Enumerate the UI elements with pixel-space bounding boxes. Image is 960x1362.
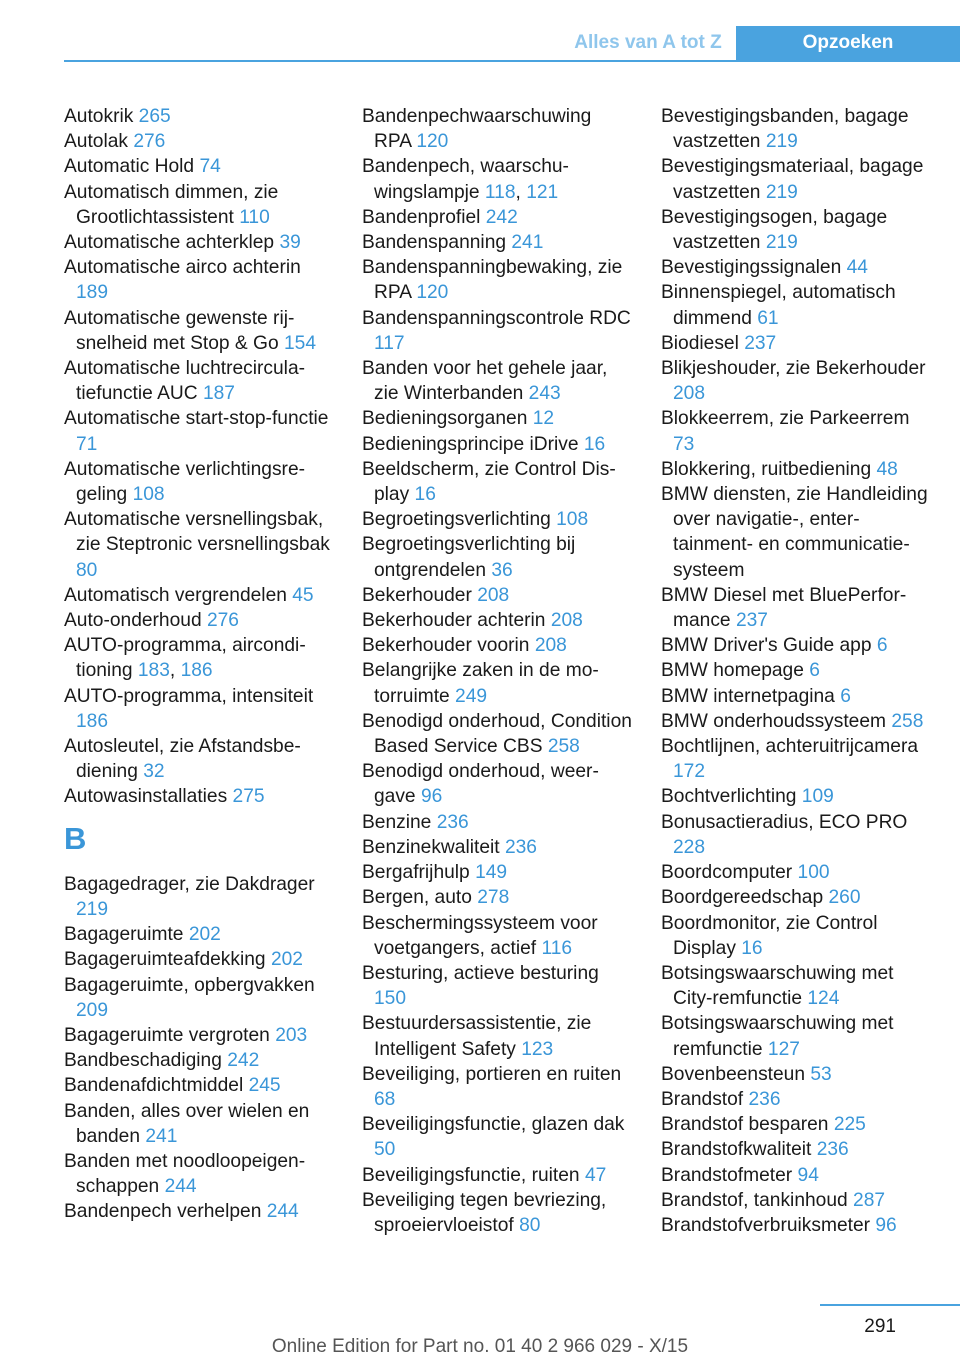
page-link[interactable]: 237 xyxy=(735,610,768,632)
page-link[interactable]: 73 xyxy=(673,433,695,455)
index-term: Bandenprofiel xyxy=(362,206,481,228)
index-term: Bonusactieradius, ECO PRO xyxy=(661,811,908,833)
index-term: Benodigd onderhoud, Condition Based Service CBS xyxy=(362,710,632,758)
index-term: BMW Driver's Guide app xyxy=(661,635,872,657)
index-term: Belangrijke zaken in de motorruimte xyxy=(362,660,599,707)
page-link[interactable]: 236 xyxy=(436,811,469,833)
page-link[interactable]: 189 xyxy=(76,282,109,304)
index-term: Bagageruimte, opbergvakken xyxy=(64,974,315,996)
index-term: Bandenpechwaarschuwing RPA xyxy=(362,106,592,153)
index-entry xyxy=(64,255,334,305)
index-entry xyxy=(661,684,931,709)
index-entry xyxy=(661,356,931,406)
index-term: Brandstof besparen xyxy=(661,1114,829,1136)
page-link[interactable]: 287 xyxy=(853,1189,886,1211)
index-entry xyxy=(64,1073,334,1098)
index-term: Beveiligingsfunctie, ruiten xyxy=(362,1164,580,1186)
index-entry xyxy=(64,180,334,230)
index-entry xyxy=(362,1163,632,1188)
index-term: Automatische start-stop-functie xyxy=(64,408,329,430)
index-term: Autolak xyxy=(64,131,128,153)
index-term: Auto-onderhoud xyxy=(64,610,202,632)
index-entry xyxy=(362,255,632,305)
page-link[interactable]: 124 xyxy=(807,988,840,1010)
index-entry: AUTO-programma, airconditioning 183, 186 xyxy=(64,635,306,682)
index-term: Boordcomputer xyxy=(661,862,793,884)
index-entry xyxy=(661,1062,931,1087)
index-term: Bergafrijhulp xyxy=(362,862,470,884)
page-link[interactable]: 108 xyxy=(556,509,589,531)
page-link[interactable]: 80 xyxy=(519,1214,541,1236)
index-entry xyxy=(64,922,334,947)
index-entry xyxy=(362,406,632,431)
index-term: Brandstof xyxy=(661,1088,744,1110)
page-link[interactable]: 241 xyxy=(511,232,544,254)
index-entry xyxy=(64,684,334,734)
page-link[interactable]: 45 xyxy=(292,584,314,606)
tab-opzoeken[interactable]: Opzoeken xyxy=(736,26,960,60)
index-term: Bevestigingsbanden, bagage vastzetten xyxy=(661,106,909,153)
page-link[interactable]: 276 xyxy=(133,131,166,153)
index-term: Automatische versnellingsbak, zie Steptronic versnellingsbak xyxy=(64,509,330,556)
page-link[interactable]: 53 xyxy=(810,1063,832,1085)
index-entry xyxy=(661,104,931,154)
index-entry xyxy=(661,1112,931,1137)
page-link[interactable]: 208 xyxy=(477,584,510,606)
index-entry xyxy=(64,947,334,972)
page-link[interactable]: 36 xyxy=(491,559,513,581)
page-link[interactable]: 244 xyxy=(266,1201,299,1223)
page-link[interactable]: 6 xyxy=(876,635,888,657)
page-link[interactable]: 108 xyxy=(132,484,165,506)
index-term: BMW onderhoudssysteem xyxy=(661,710,887,732)
index-entry xyxy=(661,784,931,809)
index-entry xyxy=(362,961,632,1011)
index-entry xyxy=(661,658,931,683)
page-number: 291 xyxy=(864,1316,896,1337)
index-term: Besturing, actieve besturing xyxy=(362,962,599,984)
page-link[interactable]: 127 xyxy=(767,1038,800,1060)
page-link[interactable]: 16 xyxy=(741,937,763,959)
index-entry xyxy=(362,583,632,608)
page-link[interactable]: 183 xyxy=(137,660,170,682)
index-entry xyxy=(661,1188,931,1213)
index-entry xyxy=(362,885,632,910)
header-rule xyxy=(64,60,960,62)
index-term: Benzinekwaliteit xyxy=(362,836,500,858)
page-link[interactable]: 228 xyxy=(673,836,706,858)
page-link[interactable]: 71 xyxy=(76,433,98,455)
page-link[interactable]: 242 xyxy=(485,206,518,228)
index-term: Bandenafdichtmiddel xyxy=(64,1075,244,1097)
index-term: Bergen, auto xyxy=(362,887,472,909)
page-link[interactable]: 245 xyxy=(248,1075,281,1097)
index-entry xyxy=(64,306,334,356)
page-link[interactable]: 208 xyxy=(534,635,567,657)
page-link[interactable]: 39 xyxy=(279,232,301,254)
index-term: Bekerhouder voorin xyxy=(362,635,530,657)
page-link[interactable]: 219 xyxy=(765,131,798,153)
index-entry xyxy=(64,973,334,1023)
page-link[interactable]: 275 xyxy=(232,786,265,808)
page-link[interactable]: 278 xyxy=(477,887,510,909)
index-entry xyxy=(64,104,334,129)
index-entry xyxy=(362,810,632,835)
index-term: Banden met noodloopeigenschappen xyxy=(64,1150,306,1198)
page-link[interactable]: 154 xyxy=(284,332,317,354)
page-link[interactable]: 244 xyxy=(164,1176,197,1198)
index-term: Autowasinstallaties xyxy=(64,786,228,808)
index-entry xyxy=(362,104,632,154)
index-term: Biodiesel xyxy=(661,332,739,354)
index-term: Bedieningsorganen xyxy=(362,408,528,430)
page-link[interactable]: 120 xyxy=(416,131,449,153)
page-link[interactable]: 44 xyxy=(846,257,868,279)
page-link[interactable]: 225 xyxy=(833,1114,866,1136)
index-term: Bagageruimte xyxy=(64,924,184,946)
page-link[interactable]: 258 xyxy=(891,710,924,732)
index-term: Bestuurdersassistentie, zie Intelligent Safety xyxy=(362,1013,592,1060)
index-entry xyxy=(661,860,931,885)
index-entry xyxy=(661,205,931,255)
page-link[interactable]: 265 xyxy=(138,106,171,127)
index-entry xyxy=(362,1011,632,1061)
index-term: Bagageruimteafdekking xyxy=(64,949,266,971)
page-link[interactable]: 74 xyxy=(199,156,221,178)
index-column-1 xyxy=(64,104,334,1225)
page-link[interactable]: 61 xyxy=(757,307,779,329)
index-column-3 xyxy=(661,104,931,1238)
page-link[interactable]: 260 xyxy=(828,887,861,909)
index-entry xyxy=(64,1099,334,1149)
index-entry xyxy=(661,885,931,910)
index-term: Bagagedrager, zie Dakdrager xyxy=(64,873,315,895)
index-entry xyxy=(362,860,632,885)
page-link[interactable]: 236 xyxy=(748,1088,781,1110)
index-term: Bekerhouder achterin xyxy=(362,610,546,632)
index-term: Beveiligingsfunctie, glazen dak xyxy=(362,1114,625,1136)
page-link[interactable]: 6 xyxy=(809,660,820,682)
index-entry xyxy=(661,709,931,734)
index-term: Automatic Hold xyxy=(64,156,195,178)
index-term: Automatische verlichtingsregeling xyxy=(64,458,306,506)
index-term: Automatisch dimmen, zie Grootlichtassistent xyxy=(64,181,279,228)
page-link[interactable]: 96 xyxy=(875,1214,897,1236)
index-term: Banden, alles over wielen en banden xyxy=(64,1100,310,1147)
index-entry xyxy=(64,1048,334,1073)
edition-note: Online Edition for Part no. 01 40 2 966 029 - X/15 xyxy=(271,1336,689,1357)
index-entry xyxy=(362,507,632,532)
index-entry xyxy=(362,532,632,582)
index-entry xyxy=(362,356,632,406)
index-term: BMW Diesel met BluePerformance xyxy=(661,584,907,632)
index-term: Bevestigingsmateriaal, bagage vastzetten xyxy=(661,156,924,203)
index-entry xyxy=(362,205,632,230)
index-term: AUTO-programma, airconditioning xyxy=(64,635,306,682)
index-term: Blokkeerrem, zie Parkeerrem xyxy=(661,408,910,430)
index-entry xyxy=(64,507,334,583)
index-term: BMW diensten, zie Handleiding over navigatie-, entertainment- en communicatiesysteem xyxy=(661,484,928,581)
page-link[interactable]: 123 xyxy=(521,1038,554,1060)
page-link[interactable]: 203 xyxy=(275,1024,308,1046)
index-entry xyxy=(64,356,334,406)
index-entry xyxy=(661,1087,931,1112)
page-link[interactable]: 237 xyxy=(744,332,777,354)
index-entry xyxy=(661,255,931,280)
index-entry: Bandenpech, waarschuwingslampje 118, 121 xyxy=(362,156,569,203)
index-entry xyxy=(661,1011,931,1061)
index-entry xyxy=(661,457,931,482)
page-link[interactable]: 118 xyxy=(484,181,516,203)
index-term: BMW homepage xyxy=(661,660,804,682)
page-link[interactable]: 208 xyxy=(550,610,583,632)
index-term: Bekerhouder xyxy=(362,584,472,606)
page-link[interactable]: 202 xyxy=(270,949,303,971)
index-term: Automatisch vergrendelen xyxy=(64,584,287,606)
index-entry xyxy=(64,734,334,784)
page-link[interactable]: 236 xyxy=(816,1139,849,1161)
page-link[interactable]: 120 xyxy=(416,282,449,304)
page-link[interactable]: 50 xyxy=(374,1139,396,1161)
page-link[interactable]: 186 xyxy=(180,660,213,682)
index-entry xyxy=(64,872,334,922)
page-link[interactable]: 187 xyxy=(202,383,235,405)
page-link[interactable]: 47 xyxy=(584,1164,607,1186)
index-entry xyxy=(362,911,632,961)
index-term: Beveiliging tegen bevriezing, sproeiervloeistof xyxy=(362,1189,607,1236)
index-entry xyxy=(64,608,334,633)
page-link[interactable]: 150 xyxy=(374,988,407,1010)
page-link[interactable]: 219 xyxy=(765,232,798,254)
index-entry xyxy=(661,1163,931,1188)
index-entry xyxy=(362,658,632,708)
index-term: Botsingswaarschuwing met remfunctie xyxy=(661,1013,894,1060)
index-term: Botsingswaarschuwing met City-remfunctie xyxy=(661,962,894,1010)
page-link[interactable]: 242 xyxy=(227,1050,260,1072)
index-entry xyxy=(362,633,632,658)
breadcrumb-section[interactable]: Alles van A tot Z xyxy=(574,32,722,53)
footer-rule xyxy=(820,1304,960,1306)
page-link[interactable]: 48 xyxy=(876,458,898,480)
page-link[interactable]: 110 xyxy=(239,206,270,228)
page-link[interactable]: 243 xyxy=(528,383,561,405)
page-link[interactable]: 109 xyxy=(801,786,834,808)
index-entry xyxy=(362,432,632,457)
index-entry xyxy=(661,1213,931,1238)
index-term: Bandenspanningscontrole RDC xyxy=(362,307,631,329)
index-term: Autosleutel, zie Afstandsbediening xyxy=(64,736,301,783)
index-term: Bevestigingsogen, bagage vastzetten xyxy=(661,206,888,254)
index-term: Banden voor het gehele jaar, zie Winterbanden xyxy=(362,358,608,405)
page-link[interactable]: 96 xyxy=(420,786,443,808)
index-term: Autokrik xyxy=(64,106,134,127)
index-term: Bagageruimte vergroten xyxy=(64,1024,270,1046)
index-column-2 xyxy=(362,104,632,1238)
index-term: Boordmonitor, zie Control Display xyxy=(661,912,878,959)
index-term: Beeldscherm, zie Control Display xyxy=(362,458,616,506)
index-entry xyxy=(661,1137,931,1162)
index-entry xyxy=(64,457,334,507)
index-entry xyxy=(661,331,931,356)
index-entry xyxy=(362,457,632,507)
index-term: Blokkering, ruitbediening xyxy=(661,458,872,480)
index-term: Bochtlijnen, achteruitrijcamera xyxy=(661,736,919,758)
page-link[interactable]: 16 xyxy=(414,484,436,506)
index-entry xyxy=(362,1188,632,1238)
page-link[interactable]: 276 xyxy=(206,610,239,632)
index-term: Bovenbeensteun xyxy=(661,1063,806,1085)
page-link[interactable]: 149 xyxy=(475,862,508,884)
index-term: Bedieningsprincipe iDrive xyxy=(362,433,579,455)
index-entry xyxy=(64,230,334,255)
page-link[interactable]: 202 xyxy=(188,924,221,946)
page-link[interactable]: 249 xyxy=(455,685,488,707)
page-link[interactable]: 209 xyxy=(76,999,109,1021)
index-entry xyxy=(362,835,632,860)
index-term: Bandenspanningbewaking, zie RPA xyxy=(362,257,623,304)
page-link[interactable]: 241 xyxy=(145,1125,178,1147)
index-entry xyxy=(64,583,334,608)
index-term: Brandstofkwaliteit xyxy=(661,1139,812,1161)
index-entry xyxy=(661,911,931,961)
index-entry xyxy=(661,633,931,658)
index-term: Bandenpech verhelpen xyxy=(64,1201,262,1223)
index-entry xyxy=(661,961,931,1011)
index-entry xyxy=(362,1112,632,1162)
page-link[interactable]: 172 xyxy=(673,761,706,783)
index-entry xyxy=(661,482,931,583)
index-entry xyxy=(64,406,334,456)
index-term: Beschermingssysteem voor voetgangers, actief xyxy=(362,912,598,959)
index-entry xyxy=(362,759,632,809)
index-term: Benodigd onderhoud, weergave xyxy=(362,761,599,808)
index-entry xyxy=(64,1023,334,1048)
page-link[interactable]: 258 xyxy=(547,736,580,758)
index-entry xyxy=(661,734,931,784)
index-entry xyxy=(64,784,334,809)
page-link[interactable]: 94 xyxy=(797,1164,819,1186)
page-link[interactable]: 208 xyxy=(673,383,706,405)
index-term: Bandbeschadiging xyxy=(64,1050,222,1072)
page-link[interactable]: 32 xyxy=(143,761,165,783)
index-term: Brandstofmeter xyxy=(661,1164,793,1186)
page-link[interactable]: 116 xyxy=(541,937,573,959)
index-entry xyxy=(661,810,931,860)
index-term: Automatische achterklep xyxy=(64,232,275,254)
index-term: Beveiliging, portieren en ruiten xyxy=(362,1063,622,1085)
index-term: Brandstofverbruiksmeter xyxy=(661,1214,871,1236)
page-link[interactable]: 186 xyxy=(76,710,109,732)
index-term: Automatische gewenste rijsnelheid met Stop & Go xyxy=(64,307,295,354)
index-entry xyxy=(362,1062,632,1112)
index-entry xyxy=(661,583,931,633)
page-link[interactable]: 236 xyxy=(504,836,537,858)
page-link[interactable]: 12 xyxy=(532,408,555,430)
index-term: Begroetingsverlichting xyxy=(362,509,551,531)
index-term: Blikjeshouder, zie Bekerhouder xyxy=(661,358,926,380)
index-term: Benzine xyxy=(362,811,432,833)
index-entry xyxy=(64,1149,334,1199)
index-entry xyxy=(362,306,632,356)
index-term: Automatische luchtrecirculatiefunctie AUC xyxy=(64,358,306,405)
page-link[interactable]: 68 xyxy=(374,1088,396,1110)
index-term: Bochtverlichting xyxy=(661,786,797,808)
index-term: Brandstof, tankinhoud xyxy=(661,1189,848,1211)
index-entry xyxy=(362,230,632,255)
page-link[interactable]: 219 xyxy=(76,898,109,920)
page-link[interactable]: 16 xyxy=(583,433,606,455)
index-entry xyxy=(64,154,334,179)
index-term: Begroetingsverlichting bij ontgrendelen xyxy=(362,534,576,581)
page-link[interactable]: 121 xyxy=(526,181,559,203)
index-term: Binnenspiegel, automatisch dimmend xyxy=(661,282,896,329)
index-term: Boordgereedschap xyxy=(661,887,824,909)
index-entry xyxy=(64,1199,334,1224)
index-entry xyxy=(362,709,632,759)
page-link[interactable]: 6 xyxy=(840,685,851,707)
index-entry xyxy=(661,280,931,330)
index-letter-heading: B xyxy=(64,820,87,856)
page-link[interactable]: 80 xyxy=(76,559,98,581)
page-link[interactable]: 117 xyxy=(374,332,405,354)
index-term: Bandenspanning xyxy=(362,232,507,254)
page-link[interactable]: 100 xyxy=(797,862,830,884)
index-term: AUTO-programma, intensiteit xyxy=(64,685,314,707)
index-entry xyxy=(661,406,931,456)
index-term: Bevestigingssignalen xyxy=(661,257,842,279)
index-entry xyxy=(64,129,334,154)
page-link[interactable]: 219 xyxy=(765,181,798,203)
index-term: Bandenpech, waarschuwingslampje xyxy=(362,156,569,203)
index-term: Automatische airco achterin xyxy=(64,257,301,279)
index-term: BMW internetpagina xyxy=(661,685,835,707)
index-entry xyxy=(661,154,931,204)
index-entry xyxy=(362,608,632,633)
